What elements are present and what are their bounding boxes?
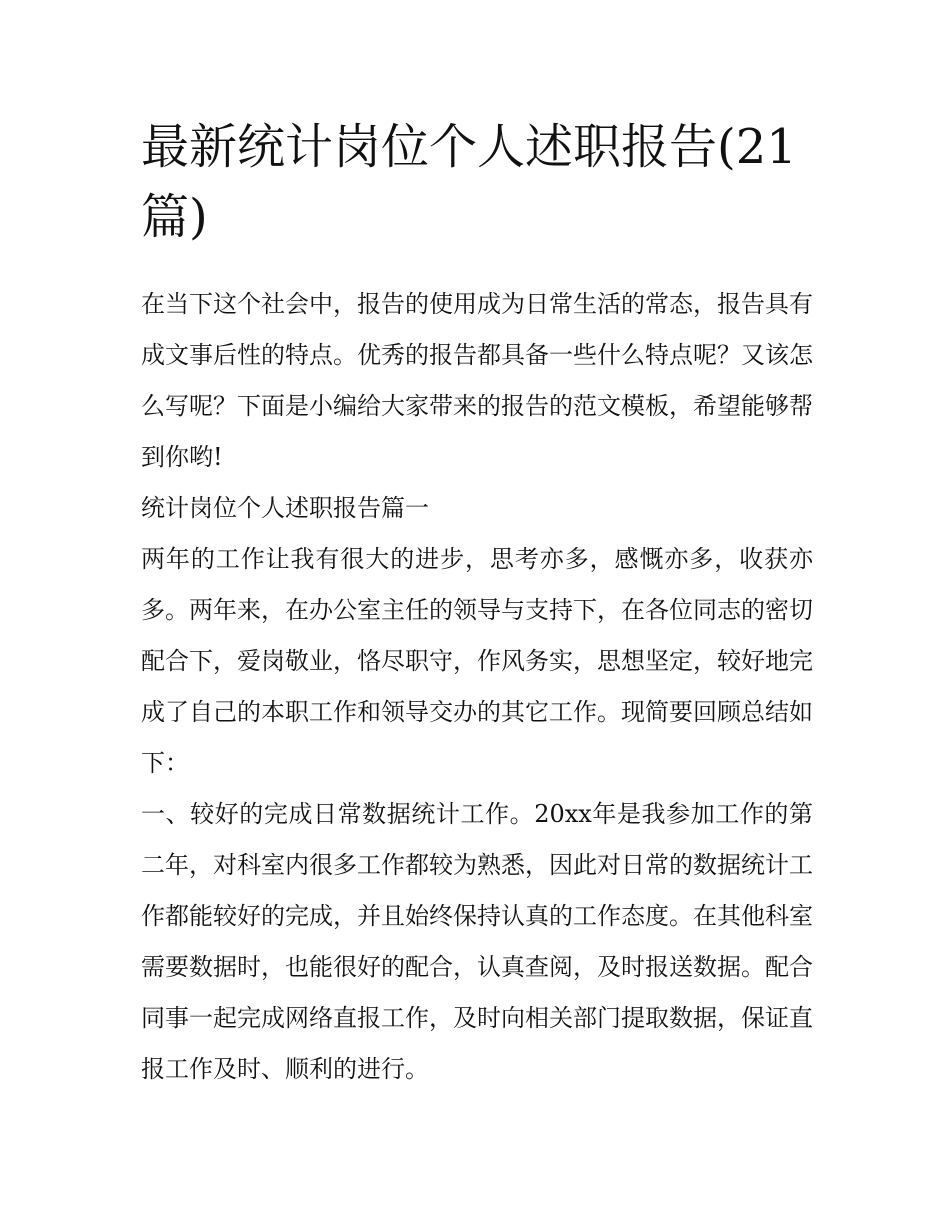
body-paragraph-2: 一、较好的完成日常数据统计工作。20xx年是我参加工作的第二年，对科室内很多工作都较为熟悉，因此对日常的数据统计工作都能较好的完成，并且始终保持认真的工作态度。在其他科室需要数据时，也能很好的配合，认真查阅，及时报送数据。配合同事一起完成网络直报工作，及时向相关部门提取数据，保证直报工作及时、顺利的进行。 (141, 800, 813, 1083)
document-title: 最新统计岗位个人述职报告(21篇) (141, 119, 797, 245)
document-content (141, 112, 813, 1095)
intro-paragraph: 在当下这个社会中，报告的使用成为日常生活的常态，报告具有成文事后性的特点。优秀的报告都具备一些什么特点呢？又该怎么写呢？下面是小编给大家带来的报告的范文模板，希望能够帮到你哟! (141, 290, 813, 471)
section-heading: 统计岗位个人述职报告篇一 (141, 494, 429, 522)
body-paragraph-1: 两年的工作让我有很大的进步，思考亦多，感慨亦多，收获亦多。两年来，在办公室主任的领导与支持下，在各位同志的密切配合下，爱岗敬业，恪尽职守，作风务实，思想坚定，较好地完成了自己的本职工作和领导交办的其它工作。现简要回顾总结如下： (141, 545, 813, 777)
